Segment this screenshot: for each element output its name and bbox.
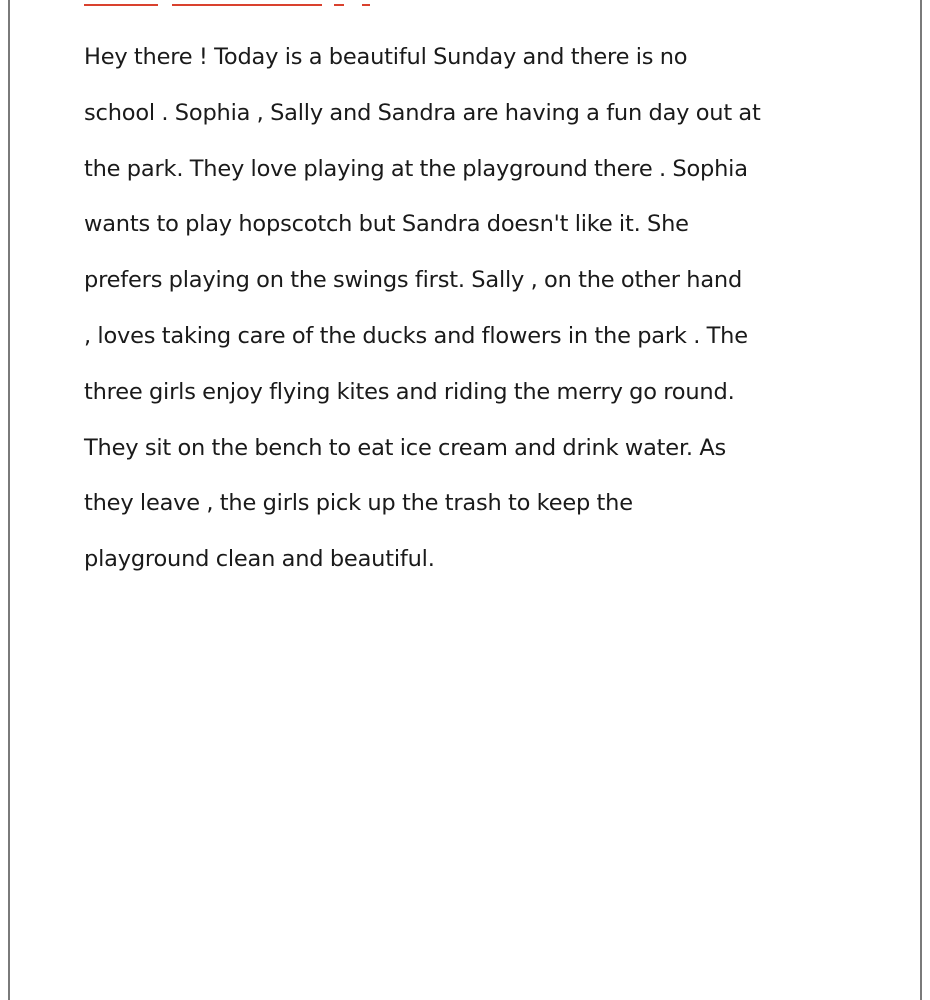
cropped-title xyxy=(84,0,370,6)
story-paragraph xyxy=(84,30,874,588)
title-fragment xyxy=(334,0,344,6)
story-line: Hey there ! Today is a beautiful Sunday and there is no xyxy=(84,44,688,70)
title-fragment xyxy=(84,0,158,6)
story-line: , loves taking care of the ducks and flowers in the park . The xyxy=(84,322,748,349)
story-line: the park. They love playing at the playground there . Sophia xyxy=(84,155,748,182)
story-line: three girls enjoy flying kites and riding the merry go round. xyxy=(84,378,735,405)
story-line: they leave , the girls pick up the trash to keep the xyxy=(84,490,633,517)
title-fragment xyxy=(172,0,322,6)
story-line: school . Sophia , Sally and Sandra are having a fun day out at xyxy=(84,99,761,126)
title-fragment xyxy=(362,0,370,6)
story-line: wants to play hopscotch but Sandra doesn't like it. She xyxy=(84,211,689,238)
story-line: They sit on the bench to eat ice cream and drink water. As xyxy=(84,434,727,461)
story-line: playground clean and beautiful. xyxy=(84,546,435,573)
story-line: prefers playing on the swings first. Sally , on the other hand xyxy=(84,267,743,294)
